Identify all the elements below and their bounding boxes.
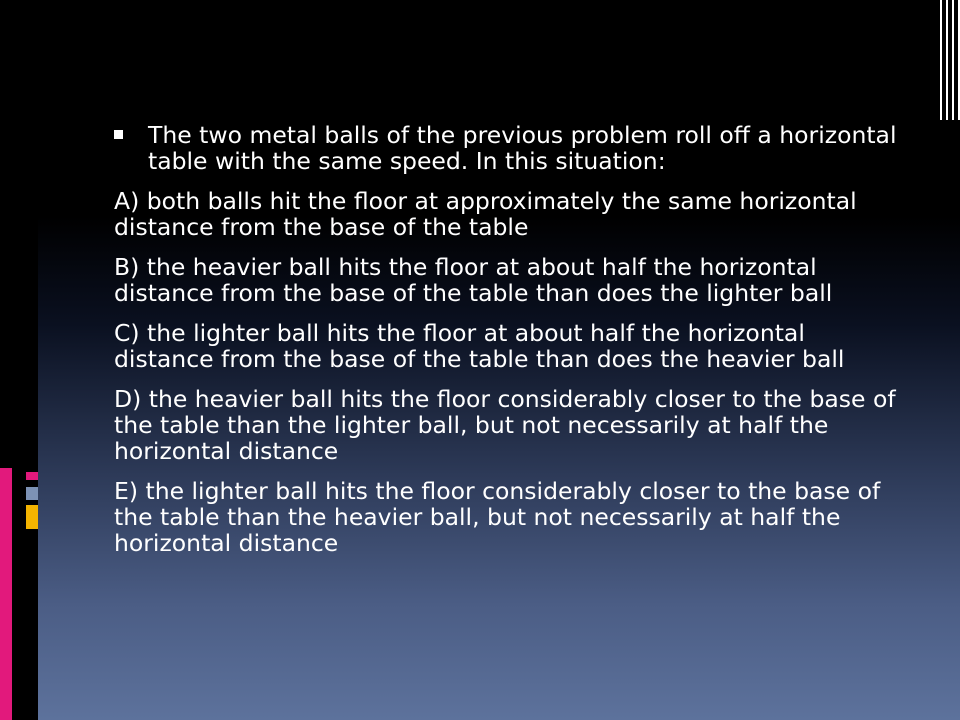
decorative-lines <box>938 0 960 120</box>
option-a: A) both balls hit the floor at approximately the same horizontal distance from the base of the table <box>114 187 857 241</box>
option-c: C) the lighter ball hits the floor at about half the horizontal distance from the base of the table than does the heavier ball <box>114 319 845 373</box>
option-e: E) the lighter ball hits the floor considerably closer to the base of the table than the heavier ball, but not necessarily at half the horizontal distance <box>114 477 881 557</box>
option-d: D) the heavier ball hits the floor considerably closer to the base of the table than the lighter ball, but not necessarily at half the horizontal distance <box>114 385 896 465</box>
pink-accent-strip <box>0 468 12 720</box>
question-paragraph <box>114 122 904 174</box>
blue-accent-square <box>26 487 38 500</box>
square-bullet-icon <box>114 130 123 139</box>
question-text: The two metal balls of the previous problem roll off a horizontal table with the same speed. In this situation: <box>148 121 897 175</box>
pink-accent-square <box>26 472 38 480</box>
slide-content <box>114 122 904 570</box>
option-b: B) the heavier ball hits the floor at about half the horizontal distance from the base of the table than does the lighter ball <box>114 253 833 307</box>
yellow-accent-square <box>26 505 38 529</box>
